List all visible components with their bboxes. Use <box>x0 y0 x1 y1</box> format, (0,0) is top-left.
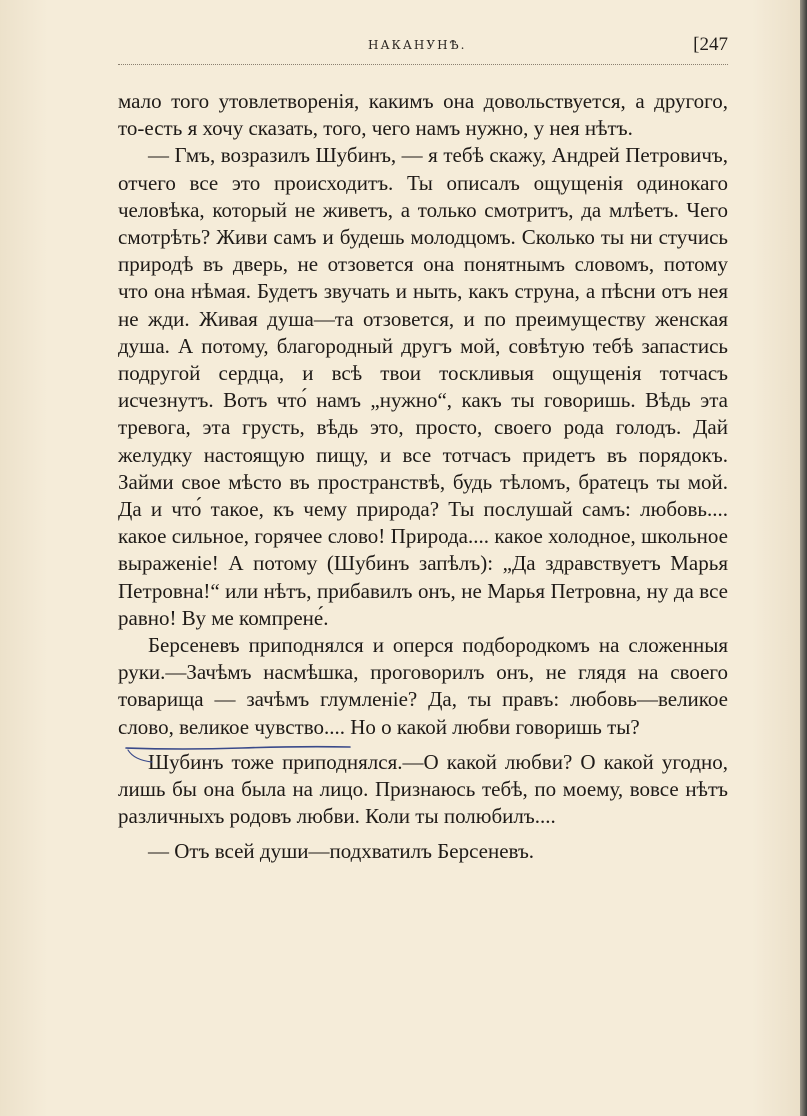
paragraph-4: Шубинъ тоже приподнялся.—О какой любви? О какой угодно, лишь бы она была на лицо. Признаюсь тебѣ, по моему, вовсе нѣтъ различныхъ родовъ любви. Коли ты полюбилъ.... <box>118 749 728 829</box>
running-title: НАКАНУНѢ. <box>368 38 467 52</box>
page-header <box>118 34 728 64</box>
header-divider <box>118 64 728 65</box>
page-number: [247 <box>693 34 728 55</box>
paragraph-gap <box>118 741 728 749</box>
paragraph-1: мало того утовлетворенія, какимъ она довольствуется, а другого, то-есть я хочу сказать, того, чего намъ нужно, у нея нѣтъ. <box>118 89 728 141</box>
scan-edge <box>800 0 807 1116</box>
paragraph-2: — Гмъ, возразилъ Шубинъ, — я тебѣ скажу, Андрей Петровичъ, отчего все это происходитъ. Ты описалъ ощущенія одинокаго человѣка, который не живетъ, а только смотритъ, да млѣетъ. Чего смотрѣть? Живи самъ и будешь молодцомъ. Сколько ты ни стучись природѣ въ дверь, не отзовется она понятнымъ словомъ, потому что она нѣмая. Будетъ звучать и ныть, какъ струна, а пѣсни отъ нея не жди. Живая душа—та отзовется, и по преимуществу женская душа. А потому, благородный другъ мой, совѣтую тебѣ запастись подругой сердца, и всѣ твои тоскливыя ощущенія тотчасъ исчезнутъ. Вотъ что́ намъ „нужно“, какъ ты говоришь. Вѣдь эта тревога, эта грусть, вѣдь это, просто, своего рода голодъ. Дай желудку настоящую пищу, и все тотчасъ придетъ въ порядокъ. Займи свое мѣсто въ пространствѣ, будь тѣломъ, братецъ ты мой. Да и что́ такое, къ чему природа? Ты послушай самъ: любовь.... какое сильное, горячее слово! Природа.... какое холодное, школьное выраженіе! А потому (Шубинъ запѣлъ): „Да здравствуетъ Марья Петровна!“ или нѣтъ, прибавилъ онъ, не Марья Петровна, ну да все равно! Ву ме компрене́. <box>118 143 728 630</box>
paragraph-gap <box>118 830 728 838</box>
body-text <box>118 88 728 866</box>
paragraph-3: Берсеневъ приподнялся и оперся подбородкомъ на сложенныя руки.—Зачѣмъ насмѣшка, проговорилъ онъ, не глядя на своего товарища — зачѣмъ глумленіе? Да, ты правъ: любовь—великое слово, великое чувство.... Но о какой любви говоришь ты? <box>118 633 728 739</box>
paragraph-5: — Отъ всей души—подхватилъ Берсеневъ. <box>148 839 535 864</box>
